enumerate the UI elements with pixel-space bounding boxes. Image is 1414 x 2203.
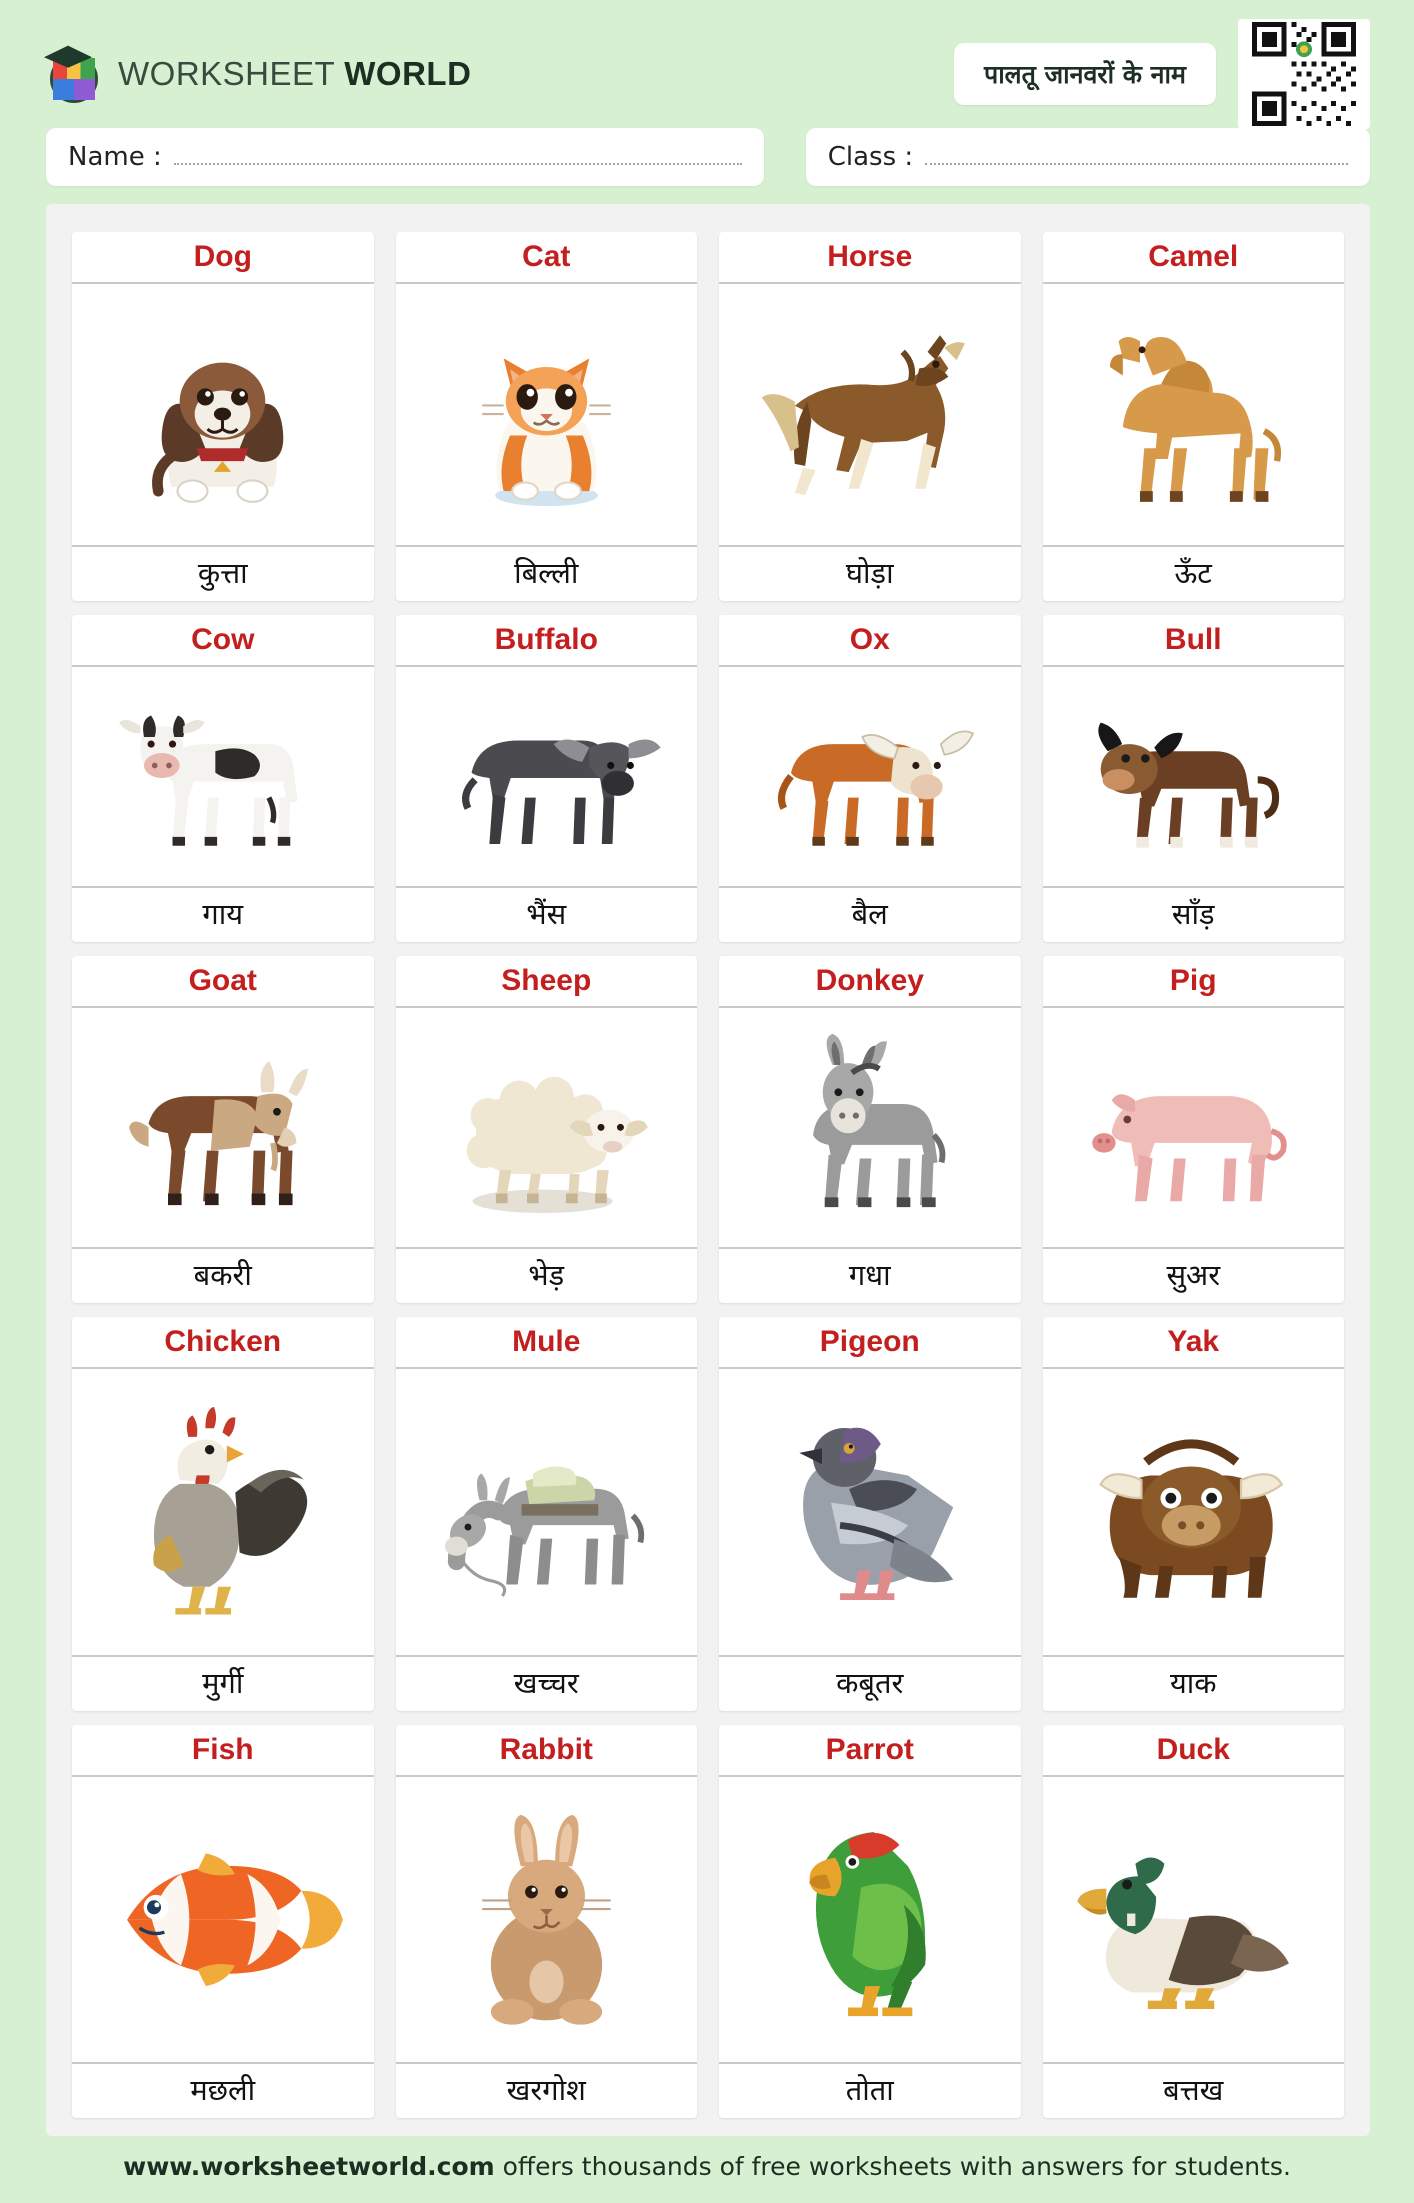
page-footer	[30, 2136, 1384, 2203]
fish-image	[72, 1777, 374, 2063]
pigeon-image	[719, 1369, 1021, 1655]
english-label: Chicken	[72, 1317, 374, 1369]
english-label: Goat	[72, 956, 374, 1008]
ox-image	[719, 667, 1021, 886]
class-input[interactable]	[925, 163, 1348, 165]
hindi-label: गधा	[719, 1247, 1021, 1303]
chicken-image	[72, 1369, 374, 1655]
animal-card-sheep	[396, 956, 698, 1302]
animal-card-pigeon	[719, 1317, 1021, 1711]
hindi-label: घोड़ा	[719, 545, 1021, 601]
hindi-label: बत्तख	[1043, 2062, 1345, 2118]
duck-image	[1043, 1777, 1345, 2063]
english-label: Duck	[1043, 1725, 1345, 1777]
grid-row	[72, 232, 1344, 601]
animal-card-duck	[1043, 1725, 1345, 2119]
animal-card-fish	[72, 1725, 374, 2119]
english-label: Cat	[396, 232, 698, 284]
english-label: Cow	[72, 615, 374, 667]
sheep-image	[396, 1008, 698, 1246]
hindi-label: खरगोश	[396, 2062, 698, 2118]
class-field[interactable]	[806, 128, 1370, 186]
worksheet-title: पालतू जानवरों के नाम	[954, 43, 1216, 105]
hindi-label: भैंस	[396, 886, 698, 942]
english-label: Buffalo	[396, 615, 698, 667]
english-label: Pig	[1043, 956, 1345, 1008]
student-fields	[30, 122, 1384, 186]
hindi-label: खच्चर	[396, 1655, 698, 1711]
english-label: Bull	[1043, 615, 1345, 667]
grid-row	[72, 956, 1344, 1302]
animal-card-rabbit	[396, 1725, 698, 2119]
parrot-image	[719, 1777, 1021, 2063]
hindi-label: बैल	[719, 886, 1021, 942]
hindi-label: कुत्ता	[72, 545, 374, 601]
hindi-label: मुर्गी	[72, 1655, 374, 1711]
english-label: Camel	[1043, 232, 1345, 284]
brand-text	[118, 55, 471, 93]
donkey-image	[719, 1008, 1021, 1246]
goat-image	[72, 1008, 374, 1246]
english-label: Fish	[72, 1725, 374, 1777]
animal-card-horse	[719, 232, 1021, 601]
brand-first: WORKSHEET	[118, 55, 335, 92]
brand	[46, 43, 471, 105]
qr-code-icon	[1238, 19, 1370, 129]
hindi-label: तोता	[719, 2062, 1021, 2118]
grid-row	[72, 1317, 1344, 1711]
english-label: Dog	[72, 232, 374, 284]
pig-image	[1043, 1008, 1345, 1246]
animal-card-mule	[396, 1317, 698, 1711]
hindi-label: कबूतर	[719, 1655, 1021, 1711]
grid-row	[72, 615, 1344, 942]
hindi-label: मछली	[72, 2062, 374, 2118]
animal-card-parrot	[719, 1725, 1021, 2119]
english-label: Yak	[1043, 1317, 1345, 1369]
animal-card-camel	[1043, 232, 1345, 601]
english-label: Horse	[719, 232, 1021, 284]
site-url[interactable]: www.worksheetworld.com	[123, 2152, 495, 2182]
grid-row	[72, 1725, 1344, 2119]
animal-grid	[46, 204, 1370, 2136]
yak-image	[1043, 1369, 1345, 1655]
english-label: Ox	[719, 615, 1021, 667]
horse-image	[719, 284, 1021, 545]
hindi-label: गाय	[72, 886, 374, 942]
animal-card-goat	[72, 956, 374, 1302]
class-label: Class :	[827, 142, 914, 172]
animal-card-donkey	[719, 956, 1021, 1302]
animal-card-ox	[719, 615, 1021, 942]
hindi-label: सुअर	[1043, 1247, 1345, 1303]
hindi-label: बकरी	[72, 1247, 374, 1303]
worksheet-world-logo-icon	[46, 43, 104, 105]
animal-card-pig	[1043, 956, 1345, 1302]
hindi-label: साँड़	[1043, 886, 1345, 942]
animal-card-bull	[1043, 615, 1345, 942]
mule-image	[396, 1369, 698, 1655]
english-label: Parrot	[719, 1725, 1021, 1777]
page-header	[30, 26, 1384, 122]
hindi-label: याक	[1043, 1655, 1345, 1711]
english-label: Mule	[396, 1317, 698, 1369]
hindi-label: भेड़	[396, 1247, 698, 1303]
dog-image	[72, 284, 374, 545]
name-label: Name :	[68, 142, 162, 172]
animal-card-yak	[1043, 1317, 1345, 1711]
english-label: Pigeon	[719, 1317, 1021, 1369]
animal-card-cow	[72, 615, 374, 942]
animal-card-chicken	[72, 1317, 374, 1711]
cat-image	[396, 284, 698, 545]
footer-text: offers thousands of free worksheets with answers for students.	[494, 2152, 1291, 2182]
english-label: Rabbit	[396, 1725, 698, 1777]
buffalo-image	[396, 667, 698, 886]
rabbit-image	[396, 1777, 698, 2063]
brand-second: WORLD	[344, 55, 472, 92]
header-right	[954, 19, 1370, 129]
name-field[interactable]	[46, 128, 764, 186]
animal-card-dog	[72, 232, 374, 601]
hindi-label: बिल्ली	[396, 545, 698, 601]
animal-card-buffalo	[396, 615, 698, 942]
english-label: Sheep	[396, 956, 698, 1008]
camel-image	[1043, 284, 1345, 545]
hindi-label: ऊँट	[1043, 545, 1345, 601]
english-label: Donkey	[719, 956, 1021, 1008]
animal-card-cat	[396, 232, 698, 601]
name-input[interactable]	[174, 163, 742, 165]
cow-image	[72, 667, 374, 886]
bull-image	[1043, 667, 1345, 886]
